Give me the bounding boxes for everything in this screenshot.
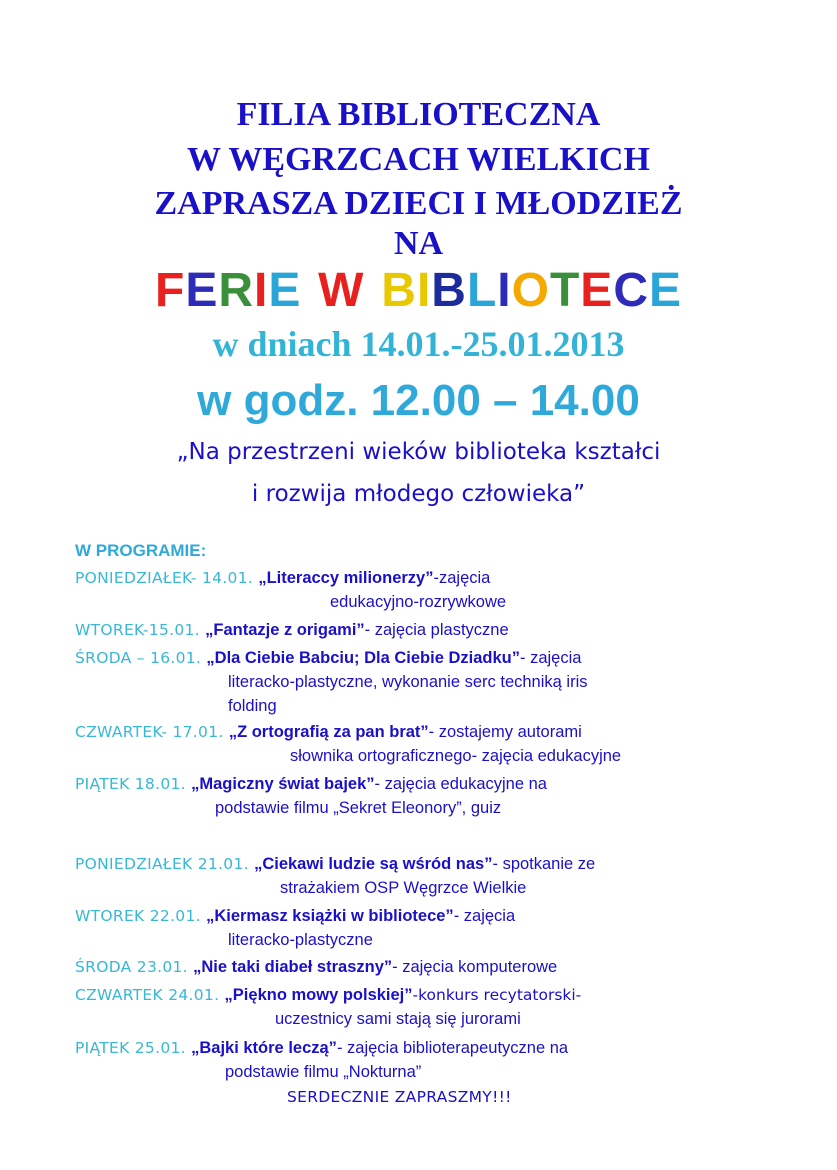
closing-invitation: SERDECZNIE ZAPRASZMY!!!	[287, 1088, 512, 1106]
entry-continuation: edukacyjno-rozrywkowe	[330, 593, 507, 611]
entry-continuation: podstawie filmu „Sekret Eleonory”, guiz	[215, 799, 502, 817]
title-letter: I	[254, 264, 269, 317]
entry-continuation: słownika ortograficznego- zajęcia edukacyjne	[290, 747, 622, 765]
entry-description: - zajęcia plastyczne	[364, 621, 509, 639]
program-entry-2	[75, 618, 815, 642]
title-letter: E	[185, 264, 219, 317]
entry-description: - zostajemy autorami	[428, 723, 582, 741]
entry-description: - spotkanie ze	[492, 855, 596, 873]
header-line-2: W WĘGRZCACH WIELKICH	[187, 141, 650, 178]
entry-activity: „Ciekawi ludzie są wśród nas”	[254, 855, 493, 873]
entry-day: PIĄTEK 18.01.	[75, 775, 192, 793]
entry-day: PONIEDZIAŁEK- 14.01.	[75, 569, 259, 587]
title-letter: T	[549, 264, 581, 317]
entry-description: - zajęcia	[453, 907, 516, 925]
program-entry-5	[75, 772, 815, 820]
entry-day: ŚRODA 23.01.	[75, 958, 194, 976]
entry-description: - zajęcia edukacyjne na	[374, 775, 547, 793]
event-hours: w godz. 12.00 – 14.00	[197, 376, 640, 425]
motto-line-2: i rozwija młodego człowieka”	[251, 481, 586, 507]
program-entry-7	[75, 904, 815, 952]
program-entry-6	[75, 852, 815, 900]
entry-activity: „Kiermasz książki w bibliotece”	[206, 907, 454, 925]
program-entry-9	[75, 983, 815, 1031]
entry-continuation: folding	[228, 697, 277, 715]
entry-activity: „Literaccy milionerzy”	[258, 569, 434, 587]
entry-description: -konkurs recytatorski-	[412, 986, 582, 1004]
title-letter: B	[431, 264, 467, 317]
program-heading: W PROGRAMIE:	[75, 541, 207, 560]
entry-day: CZWARTEK- 17.01.	[75, 723, 229, 741]
title-letter: E	[268, 264, 302, 317]
title-letter: E	[580, 264, 614, 317]
entry-activity: „Dla Ciebie Babciu; Dla Ciebie Dziadku”	[206, 649, 520, 667]
entry-activity: „Z ortografią za pan brat”	[228, 723, 429, 741]
entry-description: - zajęcia biblioterapeutyczne na	[336, 1039, 569, 1057]
title-letter: B	[381, 264, 417, 317]
entry-activity: „Fantazje z origami”	[205, 621, 365, 639]
main-title	[0, 263, 837, 319]
entry-continuation: literacko-plastyczne, wykonanie serc techniką iris	[228, 673, 588, 691]
entry-activity: „Nie taki diabeł straszny”	[193, 958, 393, 976]
entry-description: - zajęcia komputerowe	[392, 958, 558, 976]
entry-activity: „Magiczny świat bajek”	[191, 775, 375, 793]
entry-continuation: uczestnicy sami stają się jurorami	[275, 1010, 521, 1028]
program-entry-4	[75, 720, 815, 768]
title-letter: R	[218, 264, 254, 317]
program-entry-3	[75, 646, 815, 718]
title-letter: F	[154, 264, 186, 317]
header-line-1: FILIA BIBLIOTECZNA	[236, 96, 601, 133]
entry-day: CZWARTEK 24.01.	[75, 986, 225, 1004]
entry-description: - zajęcia	[519, 649, 582, 667]
entry-activity: „Piękno mowy polskiej”	[224, 986, 413, 1004]
motto-line-1: „Na przestrzeni wieków biblioteka kształci	[176, 439, 661, 465]
event-dates: w dniach 14.01.-25.01.2013	[212, 324, 625, 364]
program-entry-1	[75, 566, 815, 614]
title-letter: L	[466, 264, 498, 317]
title-letter: I	[416, 264, 432, 317]
title-letter: I	[497, 264, 512, 317]
entry-activity: „Bajki które leczą”	[191, 1039, 337, 1057]
title-letter: W	[318, 264, 365, 317]
entry-day: WTOREK 22.01.	[75, 907, 207, 925]
program-entry-10	[75, 1036, 815, 1084]
entry-day: WTOREK-15.01.	[75, 621, 206, 639]
header-line-3: ZAPRASZA DZIECI I MŁODZIEŻ	[154, 185, 683, 222]
title-letter: O	[511, 264, 550, 317]
entry-day: PIĄTEK 25.01.	[75, 1039, 192, 1057]
title-letter: C	[613, 264, 649, 317]
entry-day: ŚRODA – 16.01.	[75, 649, 207, 667]
entry-description: -zajęcia	[433, 569, 491, 587]
title-letter	[364, 263, 381, 319]
program-entry-8	[75, 955, 815, 979]
entry-continuation: podstawie filmu „Nokturna”	[225, 1063, 422, 1081]
entry-day: PONIEDZIAŁEK 21.01.	[75, 855, 255, 873]
title-letter: E	[648, 264, 682, 317]
entry-continuation: strażakiem OSP Węgrzce Wielkie	[280, 879, 527, 897]
entry-continuation: literacko-plastyczne	[228, 931, 373, 949]
title-letter	[301, 263, 318, 319]
header-line-4: NA	[393, 225, 444, 262]
